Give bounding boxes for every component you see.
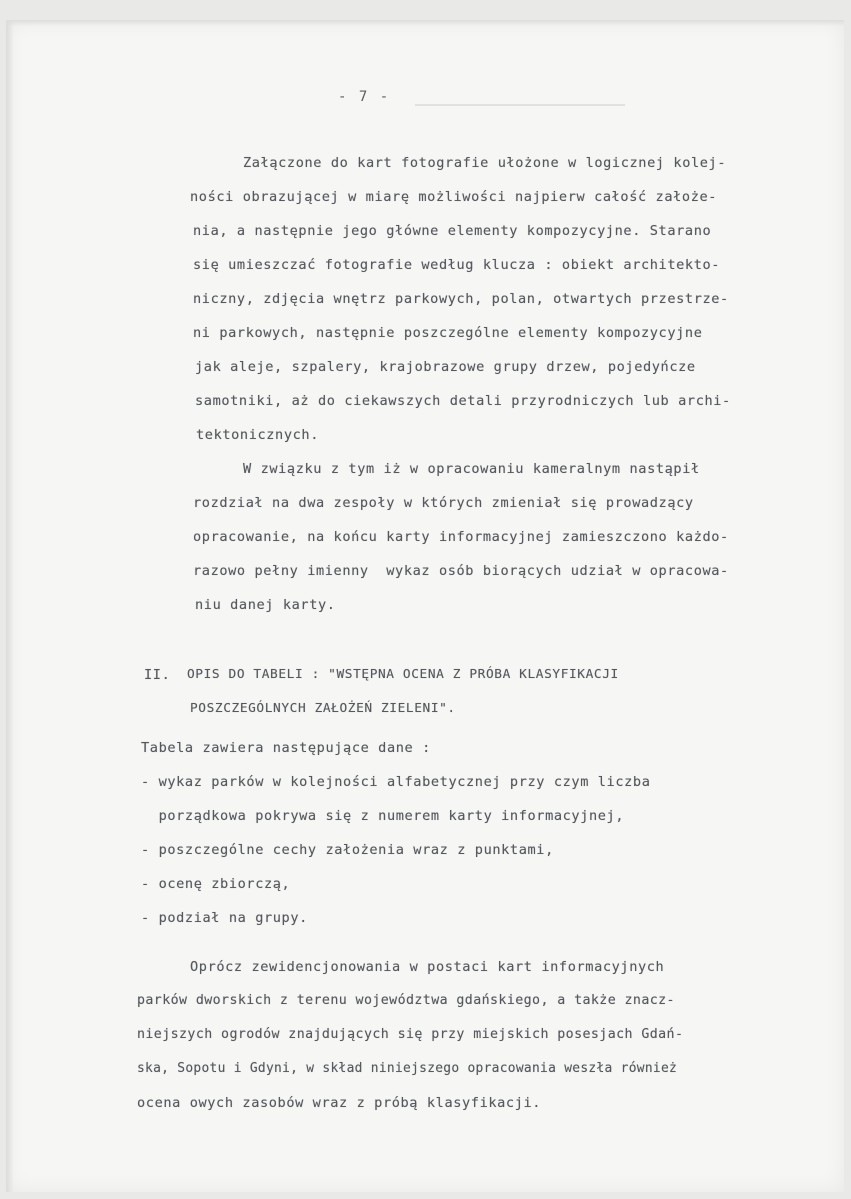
section-heading: POSZCZEGÓLNYCH ZAŁOŻEŃ ZIELENI". xyxy=(190,701,456,716)
paragraph-line: tektonicznych. xyxy=(196,427,319,443)
paragraph-line: ocena owych zasobów wraz z próbą klasyfikacji. xyxy=(137,1095,542,1111)
paragraph-line: W związku z tym iż w opracowaniu kameralnym nastąpił xyxy=(243,461,700,477)
paragraph-line: razowo pełny imienny wykaz osób biorących udział w opracowa- xyxy=(193,563,729,579)
page-edge-shadow xyxy=(6,20,14,1192)
section-number: II. xyxy=(144,667,171,683)
page-edge-shadow-top xyxy=(6,20,844,26)
paragraph-line: jak aleje, szpalery, krajobrazowe grupy drzew, pojedyńcze xyxy=(195,359,696,375)
paragraph-line: parków dworskich z terenu województwa gdańskiego, a także znacz- xyxy=(137,993,675,1008)
list-item: - wykaz parków w kolejności alfabetycznej przy czym liczba xyxy=(141,774,651,790)
paragraph-line: rozdział na dwa zespoły w których zmieniał się prowadzący xyxy=(193,495,694,511)
paragraph-line: niczny, zdjęcia wnętrz parkowych, polan, otwartych przestrze- xyxy=(193,291,729,307)
paragraph-line: nia, a następnie jego główne elementy kompozycyjne. Starano xyxy=(193,223,712,239)
paragraph-line: Oprócz zewidencjonowania w postaci kart informacyjnych xyxy=(190,959,665,975)
paragraph-line: niu danej karty. xyxy=(195,597,336,613)
paragraph-line: ni parkowych, następnie poszczególne elementy kompozycyjne xyxy=(193,325,703,341)
list-item: - poszczególne cechy założenia wraz z punktami, xyxy=(141,842,554,858)
table-intro: Tabela zawiera następujące dane : xyxy=(141,740,431,756)
paragraph-line: niejszych ogrodów znajdujących się przy miejskich posesjach Gdań- xyxy=(137,1027,684,1042)
list-item: - ocenę zbiorczą, xyxy=(141,876,291,892)
paragraph-line: samotniki, aż do ciekawszych detali przyrodniczych lub archi- xyxy=(195,393,731,409)
page-number: - 7 - xyxy=(338,89,391,105)
scan-smudge xyxy=(415,104,625,106)
list-item: - podział na grupy. xyxy=(141,910,308,926)
paragraph-line: opracowanie, na końcu karty informacyjnej zamieszczono każdo- xyxy=(193,529,729,545)
paragraph-line: Załączone do kart fotografie ułożone w logicznej kolej- xyxy=(243,155,727,171)
list-item: porządkowa pokrywa się z numerem karty informacyjnej, xyxy=(141,808,625,824)
section-heading: OPIS DO TABELI : "WSTĘPNA OCENA Z PRÓBA KLASYFIKACJI xyxy=(187,667,619,682)
paragraph-line: się umieszczać fotografie według klucza : obiekt architekto- xyxy=(193,257,721,273)
paragraph-line: ności obrazującej w miarę możliwości najpierw całość założe- xyxy=(190,189,718,205)
paragraph-line: ska, Sopotu i Gdyni, w skład niniejszego opracowania weszła również xyxy=(137,1061,678,1076)
